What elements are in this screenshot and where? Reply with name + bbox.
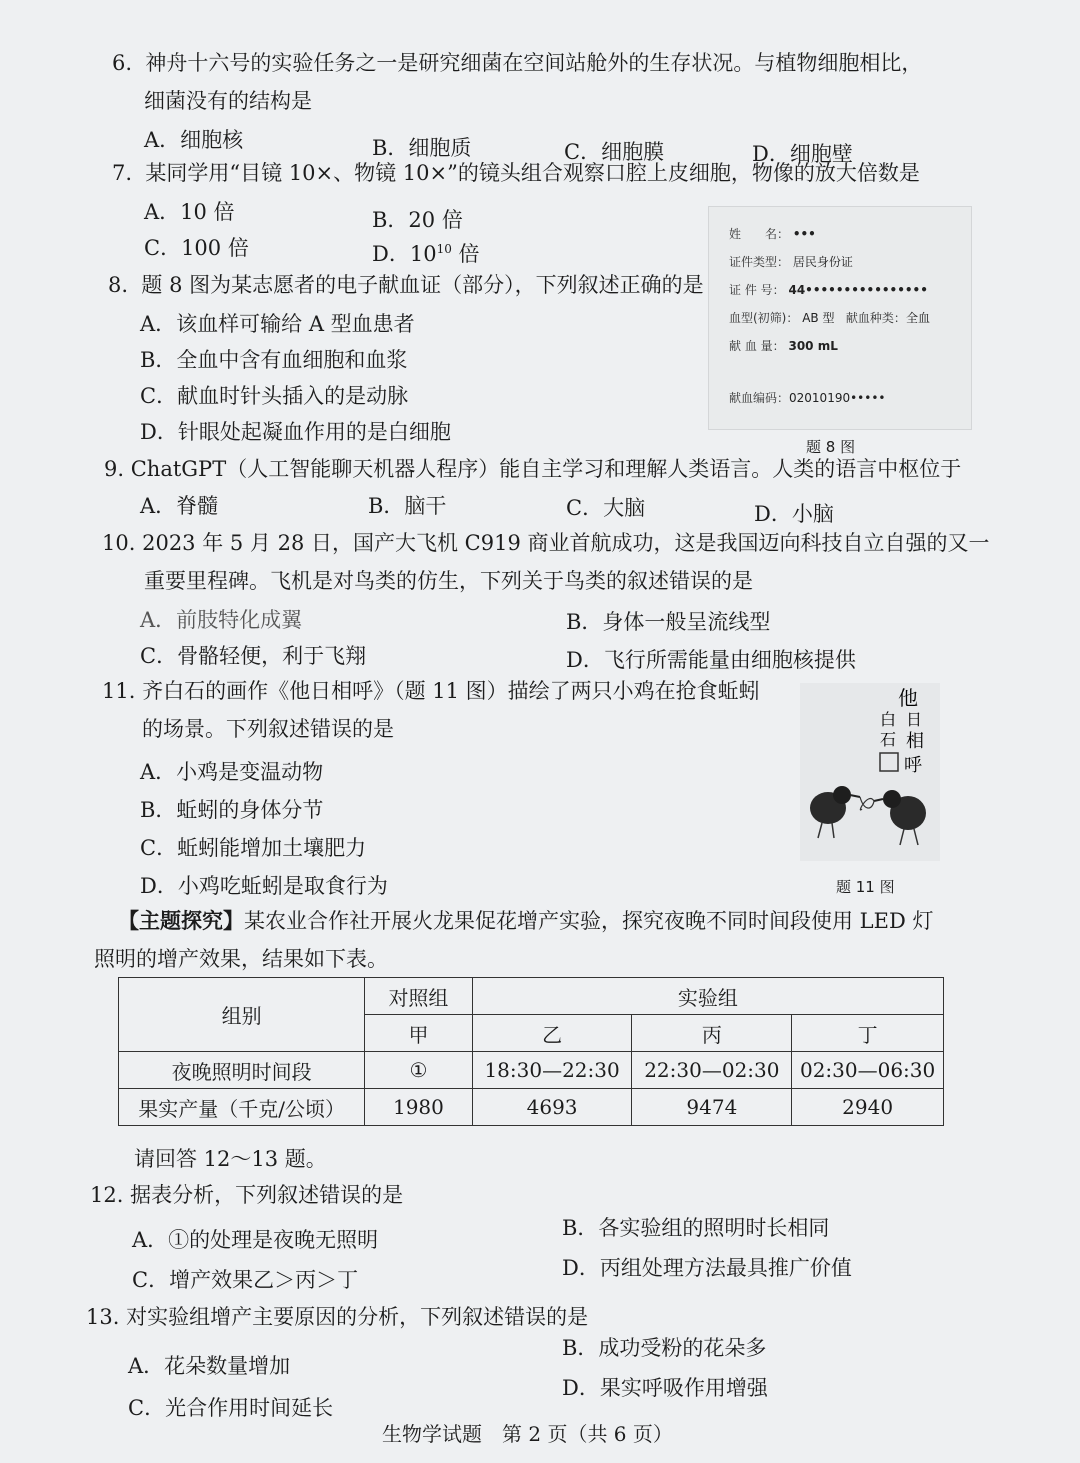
table-cell: 1980 [365, 1089, 473, 1126]
question-7-stem [112, 160, 920, 186]
chick-right-beak [874, 799, 883, 801]
table-cell: 02:30—06:30 [792, 1052, 944, 1089]
table-row-label: 夜晚照明时间段 [119, 1052, 365, 1089]
table-group-cell: 甲 [365, 1015, 473, 1052]
question-11-stem-line1 [102, 678, 760, 704]
question-12-stem [90, 1182, 403, 1208]
question-number: 8. [108, 273, 129, 297]
table-row [119, 1089, 944, 1126]
q6-option-b: B．细胞质 [372, 136, 472, 160]
q7-option-a: A．10 倍 [144, 200, 235, 224]
card-blood-type-row: 血型(初筛)： AB 型 献血种类：全血 [729, 311, 930, 325]
calligraphy-char: 白 [880, 710, 897, 729]
card-name-row: 姓 名： ••• [729, 227, 816, 241]
calligraphy-char: 呼 [904, 755, 922, 776]
question-number: 7. [112, 161, 133, 185]
q12-option-d: D．丙组处理方法最具推广价值 [562, 1256, 852, 1280]
question-9-stem [104, 456, 961, 482]
q12-option-b: B．各实验组的照明时长相同 [562, 1216, 830, 1240]
q7-option-c: C．100 倍 [144, 236, 249, 260]
table-cell: 2940 [792, 1089, 944, 1126]
chick-left-legs [818, 823, 834, 838]
earthworm [860, 797, 874, 810]
table-cell: 9474 [632, 1089, 792, 1126]
question-10-stem-line1 [102, 530, 990, 556]
q6-option-a: A．细胞核 [144, 128, 244, 152]
table-cell: 22:30—02:30 [632, 1052, 792, 1089]
card-id-no-row: 证 件 号： 44•••••••••••••••• [729, 283, 928, 297]
answer-prompt: 请回答 12～13 题。 [134, 1147, 327, 1171]
chick-left-head [833, 786, 851, 804]
theme-label: 【主题探究】 [118, 908, 244, 933]
q10-option-c: C．骨骼轻便，利于飞翔 [140, 644, 367, 668]
painting-drawing [800, 683, 940, 861]
q8-option-d: D．针眼处起凝血作用的是白细胞 [140, 420, 451, 444]
chick-right-legs [900, 829, 918, 845]
question-text: 据表分析，下列叙述错误的是 [130, 1183, 404, 1207]
q10-option-a: A．前肢特化成翼 [140, 608, 303, 632]
q8-option-b: B．全血中含有血细胞和血浆 [140, 348, 408, 372]
table-header-group: 组别 [119, 978, 365, 1052]
q11-option-c: C．蚯蚓能增加土壤肥力 [140, 836, 367, 860]
table-group-cell: 丙 [632, 1015, 792, 1052]
question-text: 齐白石的画作《他日相呼》（题 11 图）描绘了两只小鸡在抢食蚯蚓 [142, 679, 760, 703]
question-10-stem-line2: 重要里程碑。飞机是对鸟类的仿生，下列关于鸟类的叙述错误的是 [144, 569, 753, 593]
table-group-cell: 丁 [792, 1015, 944, 1052]
q9-option-b: B．脑干 [368, 494, 447, 518]
question-text: ChatGPT（人工智能聊天机器人程序）能自主学习和理解人类语言。人类的语言中枢位于 [130, 457, 962, 481]
q8-option-c: C．献血时针头插入的是动脉 [140, 384, 409, 408]
question-number: 6. [112, 51, 133, 75]
q11-option-b: B．蚯蚓的身体分节 [140, 798, 324, 822]
question-8-stem [108, 272, 704, 298]
q12-option-c: C．增产效果乙＞丙＞丁 [132, 1268, 359, 1292]
q6-option-d: D．细胞壁 [752, 142, 853, 166]
q11-option-d: D．小鸡吃蚯蚓是取食行为 [140, 874, 388, 898]
q9-option-a: A．脊髓 [140, 494, 219, 518]
calligraphy-char: 相 [906, 731, 924, 752]
q9-option-c: C．大脑 [566, 496, 646, 520]
q13-option-a: A．花朵数量增加 [128, 1354, 291, 1378]
question-text: 题 8 图为某志愿者的电子献血证（部分），下列叙述正确的是 [141, 273, 704, 297]
question-text: 2023 年 5 月 28 日，国产大飞机 C919 商业首航成功，这是我国迈向科技自立自强的又一 [142, 531, 990, 555]
card-code-row: 献血编码：02010190••••• [729, 391, 886, 405]
q10-option-b: B．身体一般呈流线型 [566, 610, 771, 634]
table-header-experiment: 实验组 [472, 978, 943, 1015]
question-11-stem-line2: 的场景。下列叙述错误的是 [142, 717, 394, 741]
question-13-stem [86, 1304, 588, 1330]
table-group-cell: 乙 [472, 1015, 632, 1052]
theme-text: 某农业合作社开展火龙果促花增产实验，探究夜晚不同时间段使用 LED 灯 [244, 909, 934, 933]
question-number: 12. [90, 1183, 124, 1207]
q7-option-b: B．20 倍 [372, 208, 463, 232]
chick-right-head [883, 790, 901, 808]
calligraphy-char: 他 [898, 686, 918, 710]
figure-8-caption: 题 8 图 [806, 438, 856, 456]
theme-intro-line1 [118, 908, 933, 934]
q8-option-a: A．该血样可输给 A 型血患者 [140, 312, 415, 336]
q11-option-a: A．小鸡是变温动物 [140, 760, 324, 784]
table-cell: ① [365, 1052, 473, 1089]
question-number: 13. [86, 1305, 120, 1329]
question-6-stem-line2: 细菌没有的结构是 [144, 89, 312, 113]
page-footer: 生物学试题 第 2 页（共 6 页） [382, 1422, 673, 1446]
question-number: 10. [102, 531, 136, 555]
figure-11-caption: 题 11 图 [836, 878, 895, 896]
question-text: 对实验组增产主要原因的分析，下列叙述错误的是 [126, 1305, 589, 1329]
q13-option-d: D．果实呼吸作用增强 [562, 1376, 768, 1400]
q6-option-c: C．细胞膜 [564, 140, 665, 164]
table-cell: 4693 [472, 1089, 632, 1126]
q13-option-c: C．光合作用时间延长 [128, 1396, 334, 1420]
seal-stamp [880, 753, 898, 771]
q7-option-d: D．$10^{10}$ 倍 [372, 242, 480, 266]
question-number: 9. [104, 457, 125, 481]
q12-option-a: A．①的处理是夜晚无照明 [132, 1228, 379, 1252]
chick-left-beak [850, 795, 860, 797]
calligraphy-char: 石 [880, 730, 897, 749]
question-text: 某同学用“目镜 10×、物镜 10×”的镜头组合观察口腔上皮细胞，物像的放大倍数是 [145, 161, 920, 185]
results-table [118, 977, 944, 1126]
q10-option-d: D．飞行所需能量由细胞核提供 [566, 648, 856, 672]
q13-option-b: B．成功受粉的花朵多 [562, 1336, 767, 1360]
blood-donation-card [708, 206, 972, 430]
calligraphy-char: 日 [906, 710, 923, 729]
q9-option-d: D．小脑 [754, 502, 834, 526]
table-row-label: 果实产量（千克/公顷） [119, 1089, 365, 1126]
chicks-painting [800, 683, 940, 861]
table-cell: 18:30—22:30 [472, 1052, 632, 1089]
theme-intro-line2: 照明的增产效果，结果如下表。 [94, 947, 388, 971]
card-volume-row: 献 血 量： 300 mL [729, 339, 838, 353]
question-number: 11. [102, 679, 136, 703]
table-header-control: 对照组 [365, 978, 473, 1015]
question-text: 神舟十六号的实验任务之一是研究细菌在空间站舱外的生存状况。与植物细胞相比， [145, 51, 923, 75]
table-row [119, 1052, 944, 1089]
card-id-type-row: 证件类型： 居民身份证 [729, 255, 853, 269]
question-6-stem-line1 [112, 50, 922, 76]
